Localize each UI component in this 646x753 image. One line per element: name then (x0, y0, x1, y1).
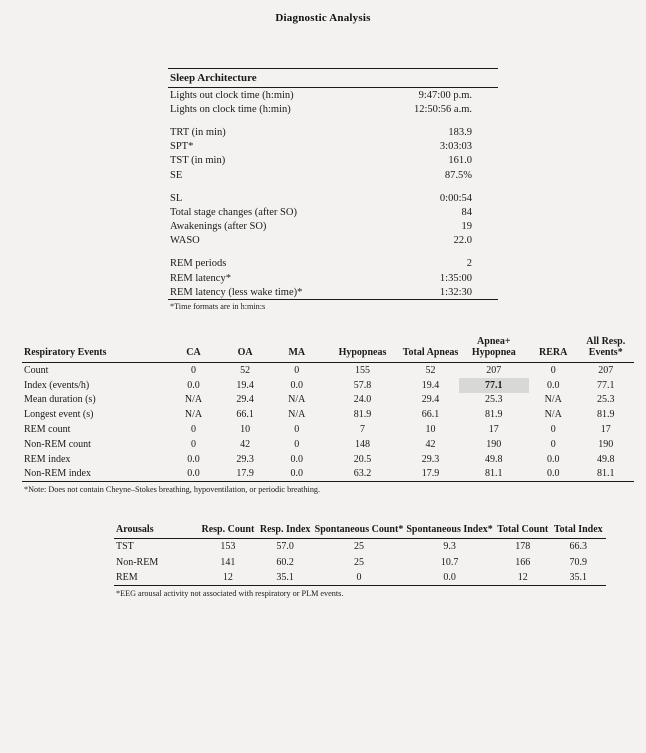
cell-all-resp: 207 (598, 364, 614, 376)
table-row (168, 234, 498, 248)
table-row (114, 539, 606, 555)
cell-all-resp: 77.1 (597, 379, 615, 391)
cell-spont-count: 25 (354, 541, 364, 553)
cell-ca: 0 (190, 438, 196, 450)
table-row (168, 168, 498, 182)
cell-ma: 0 (294, 364, 300, 376)
cell-rera: N/A (544, 394, 562, 406)
row-value: 84 (461, 206, 472, 218)
column-header-hypopneas: Hypopneas (338, 347, 387, 359)
cell-ca: N/A (184, 409, 203, 421)
cell-apnea-hypopnea: 207 (486, 364, 502, 376)
cell-total-count: 12 (495, 570, 551, 586)
cell-oa: 29.4 (236, 394, 254, 406)
cell-spont-count: 25 (354, 556, 364, 568)
row-label: REM periods (170, 258, 227, 270)
cell-resp-index: 57.0 (276, 541, 294, 553)
table-row (22, 422, 634, 437)
row-label: Count (24, 364, 49, 376)
cell-rera: 0 (550, 438, 556, 450)
cell-all-resp: 17 (600, 424, 611, 436)
column-header-total-apneas: Total Apneas (402, 347, 459, 359)
table-row (114, 555, 606, 570)
cell-resp-count: 153 (220, 541, 236, 553)
row-label: Non-REM (116, 556, 159, 568)
cell-oa: 66.1 (236, 409, 254, 421)
cell-apnea-hypopnea: 81.1 (459, 467, 529, 482)
row-label: Non-REM index (22, 467, 168, 482)
cell-all-resp: 81.1 (578, 467, 635, 482)
table-row (168, 125, 498, 139)
cell-rera: 0 (550, 364, 556, 376)
page-title: Diagnostic Analysis (275, 12, 371, 24)
column-header-total-count: Total Count (497, 524, 549, 536)
cell-ma: 0.0 (290, 379, 304, 391)
cell-apnea-hypopnea: 49.8 (485, 453, 503, 465)
cell-spont-index: 9.3 (443, 541, 456, 553)
cell-ma: N/A (288, 394, 306, 406)
table-row (22, 378, 634, 393)
table-row (168, 88, 498, 103)
row-label: Lights on clock time (h:min) (170, 103, 291, 115)
table-row (168, 285, 498, 300)
cell-ma: 0 (294, 438, 300, 450)
table-row (168, 102, 498, 116)
table-row (168, 154, 498, 168)
cell-rera: N/A (544, 409, 562, 421)
row-label: SL (170, 192, 183, 204)
row-label: REM index (24, 453, 71, 465)
row-label: TST (in min) (170, 155, 226, 167)
cell-ca: 0 (190, 364, 196, 376)
cell-ma: N/A (288, 409, 306, 421)
cell-total-apneas: 29.4 (421, 394, 440, 406)
arousals-table (114, 524, 606, 586)
cell-ma: 0.0 (271, 467, 323, 482)
column-header-spontaneous-count: Spontaneous Count* (314, 524, 404, 536)
row-value: 183.9 (448, 126, 472, 138)
cell-hypopneas: 148 (354, 438, 370, 450)
cell-resp-index: 60.2 (276, 556, 294, 568)
row-label: Mean duration (s) (24, 394, 96, 406)
cell-total-count: 166 (515, 556, 531, 568)
cell-hypopneas: 7 (359, 424, 365, 436)
row-label: Longest event (s) (24, 409, 94, 421)
respiratory-events-table (22, 337, 634, 482)
sleep-architecture-table (168, 68, 498, 300)
cell-hypopneas: 155 (354, 364, 370, 376)
row-value: 1:32:30 (371, 285, 498, 300)
cell-spont-index: 0.0 (404, 570, 495, 586)
row-value: 3:03:03 (439, 141, 472, 153)
sleep-architecture-section (168, 68, 498, 311)
row-label: Index (events/h) (24, 379, 90, 391)
row-label: Non-REM count (24, 438, 91, 450)
sleep-architecture-header: Sleep Architecture (168, 69, 498, 88)
column-header-resp-count: Resp. Count (201, 524, 255, 536)
row-spacer (168, 182, 498, 191)
cell-all-resp: 190 (598, 438, 614, 450)
cell-rera: 0.0 (546, 453, 560, 465)
arousals-section (40, 524, 606, 598)
column-header-ma: MA (288, 347, 306, 359)
cell-resp-count: 141 (220, 556, 236, 568)
cell-apnea-hypopnea: 17 (488, 424, 499, 436)
cell-total-apneas: 17.9 (402, 467, 458, 482)
table-header-row (114, 524, 606, 539)
cell-rera: 0.0 (529, 467, 578, 482)
respiratory-events-note: *Note: Does not contain Cheyne–Stokes breathing, hypoventilation, or periodic breathing. (24, 485, 321, 495)
cell-apnea-hypopnea: 25.3 (485, 394, 503, 406)
column-header-oa: OA (237, 347, 253, 359)
column-header-arousals: Arousals (116, 524, 154, 536)
cell-total-count: 178 (515, 541, 531, 553)
cell-ma: 0.0 (290, 453, 304, 465)
table-row (168, 271, 498, 285)
column-header-rera: RERA (539, 347, 568, 359)
table-row (22, 393, 634, 408)
row-label: REM latency* (170, 272, 231, 284)
cell-oa: 42 (240, 438, 251, 450)
cell-total-apneas: 52 (425, 364, 436, 376)
row-label: WASO (170, 235, 200, 247)
cell-all-resp: 49.8 (597, 453, 615, 465)
row-value: 2 (466, 258, 472, 270)
table-header-row (22, 337, 634, 362)
table-row (114, 570, 606, 586)
row-spacer (168, 248, 498, 257)
cell-spont-count: 0 (314, 570, 405, 586)
cell-total-index: 70.9 (569, 556, 588, 568)
cell-resp-count: 12 (199, 570, 256, 586)
row-label: TST (116, 541, 134, 553)
cell-oa: 29.3 (236, 453, 254, 465)
table-row (168, 140, 498, 154)
table-row (22, 467, 634, 482)
table-header-row (168, 69, 498, 88)
row-value: 19 (461, 221, 472, 233)
table-row (168, 205, 498, 219)
cell-hypopneas: 20.5 (353, 453, 372, 465)
table-row (22, 437, 634, 452)
column-header-all-resp-events: All Resp. Events* (586, 336, 626, 359)
cell-rera: 0.0 (546, 379, 560, 391)
column-header-total-index: Total Index (553, 524, 603, 536)
row-value: 161.0 (448, 155, 472, 167)
row-value: 12:50:56 a.m. (413, 103, 472, 115)
cell-resp-index: 35.1 (257, 570, 314, 586)
cell-oa: 10 (240, 424, 251, 436)
table-row (168, 191, 498, 205)
column-header-resp-index: Resp. Index (259, 524, 311, 536)
cell-total-apneas: 42 (425, 438, 436, 450)
cell-hypopneas: 24.0 (353, 394, 372, 406)
cell-total-index: 66.3 (569, 541, 588, 553)
row-label: Total stage changes (after SO) (170, 206, 297, 218)
cell-apnea-hypopnea-highlight: 77.1 (459, 378, 529, 393)
row-label: REM count (24, 424, 71, 436)
row-value: 22.0 (453, 235, 472, 247)
cell-total-apneas: 10 (425, 424, 436, 436)
cell-all-resp: 25.3 (597, 394, 615, 406)
row-label: SPT* (170, 141, 194, 153)
cell-spont-index: 10.7 (440, 556, 459, 568)
cell-ca: 0.0 (168, 467, 220, 482)
row-value: 87.5% (444, 169, 472, 181)
cell-hypopneas: 57.8 (353, 379, 372, 391)
row-label: REM (114, 570, 199, 586)
sleep-architecture-footnote: *Time formats are in h:min:s (170, 302, 266, 312)
cell-ca: 0.0 (187, 453, 200, 465)
cell-apnea-hypopnea: 190 (486, 438, 502, 450)
table-row (168, 257, 498, 271)
row-value: 1:35:00 (439, 272, 472, 284)
cell-hypopneas: 81.9 (353, 409, 372, 421)
row-label: SE (170, 169, 183, 181)
row-label: Awakenings (after SO) (170, 221, 267, 233)
cell-total-apneas: 29.3 (421, 453, 440, 465)
cell-rera: 0 (550, 424, 556, 436)
column-header-ca: CA (186, 347, 201, 359)
cell-oa: 17.9 (219, 467, 271, 482)
respiratory-events-section (12, 337, 634, 494)
column-header-apnea-hypopnea: Apnea+ Hypopnea (471, 336, 516, 359)
column-header-respiratory-events: Respiratory Events (24, 347, 107, 359)
row-spacer (168, 116, 498, 125)
cell-ca: 0.0 (187, 379, 200, 391)
row-label: Lights out clock time (h:min) (170, 89, 294, 101)
table-row (22, 363, 634, 378)
cell-ca: 0 (190, 424, 196, 436)
row-label: REM latency (less wake time)* (168, 285, 371, 300)
column-header-spontaneous-index: Spontaneous Index* (406, 524, 493, 536)
cell-ca: N/A (184, 394, 203, 406)
table-row (22, 452, 634, 467)
cell-total-apneas: 19.4 (421, 379, 440, 391)
cell-all-resp: 81.9 (597, 409, 615, 421)
cell-hypopneas: 63.2 (323, 467, 403, 482)
cell-apnea-hypopnea: 81.9 (485, 409, 503, 421)
table-row (168, 220, 498, 234)
cell-oa: 19.4 (236, 379, 254, 391)
cell-ma: 0 (294, 424, 300, 436)
cell-total-index: 35.1 (551, 570, 606, 586)
row-value: 9:47:00 p.m. (418, 89, 472, 101)
row-value: 0:00:54 (439, 192, 472, 204)
row-label: TRT (in min) (170, 126, 226, 138)
arousals-note: *EEG arousal activity not associated with respiratory or PLM events. (116, 589, 344, 599)
cell-oa: 52 (240, 364, 251, 376)
cell-total-apneas: 66.1 (421, 409, 440, 421)
table-row (22, 407, 634, 422)
